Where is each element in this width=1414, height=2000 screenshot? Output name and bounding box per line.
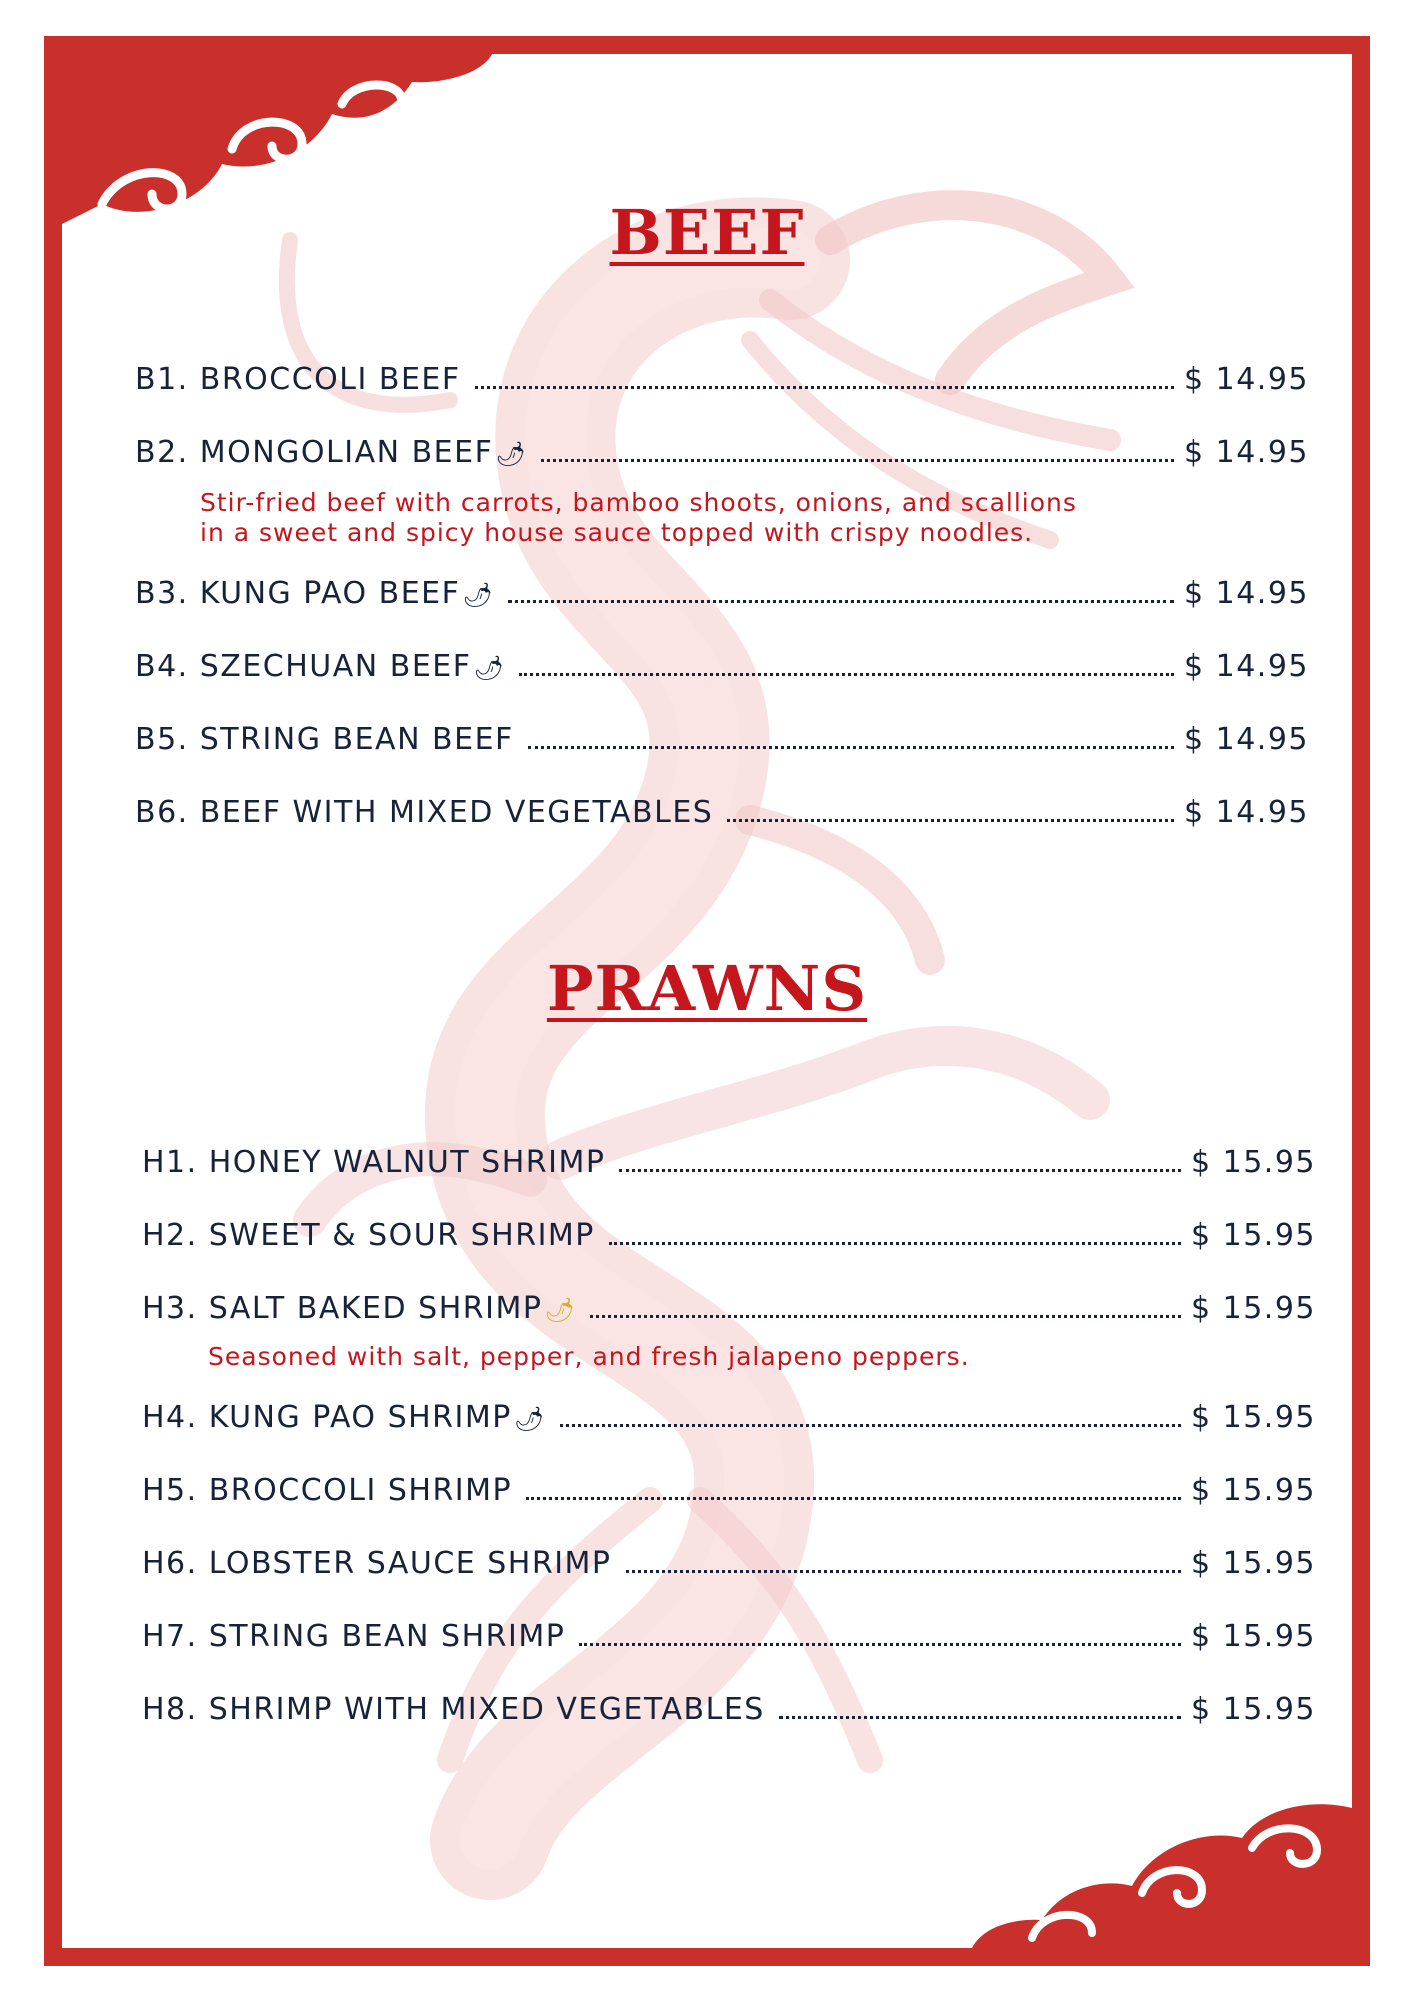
dot-leader <box>626 1569 1181 1573</box>
dot-leader <box>526 1496 1181 1500</box>
jalapeno-pepper-icon: 🌶 <box>544 1296 577 1324</box>
section-title-prawns: PRAWNS <box>546 952 868 1025</box>
item-name: H7. STRING BEAN SHRIMP <box>142 1619 566 1654</box>
item-name: H6. LOBSTER SAUCE SHRIMP <box>142 1546 612 1581</box>
menu-item-b6 <box>135 795 1309 830</box>
item-name: B6. BEEF WITH MIXED VEGETABLES <box>135 795 714 830</box>
item-name: H3. SALT BAKED SHRIMP <box>142 1291 543 1326</box>
dot-leader <box>560 1423 1181 1427</box>
item-price: $ 15.95 <box>1190 1619 1316 1654</box>
dot-leader <box>528 745 1174 749</box>
item-description-b2 <box>200 488 1077 548</box>
menu-item-h6 <box>142 1546 1316 1581</box>
item-name: B2. MONGOLIAN BEEF <box>135 435 494 470</box>
item-price: $ 14.95 <box>1183 795 1309 830</box>
dot-leader <box>619 1168 1181 1172</box>
chili-pepper-icon: 🌶 <box>473 654 506 682</box>
item-name: H1. HONEY WALNUT SHRIMP <box>142 1145 606 1180</box>
item-price: $ 15.95 <box>1190 1145 1316 1180</box>
chili-pepper-icon: 🌶 <box>462 581 495 609</box>
description-line: Stir-fried beef with carrots, bamboo shoots, onions, and scallions <box>200 488 1077 517</box>
item-price: $ 15.95 <box>1190 1473 1316 1508</box>
item-price: $ 15.95 <box>1190 1218 1316 1253</box>
item-price: $ 14.95 <box>1183 649 1309 684</box>
menu-item-h3 <box>142 1291 1316 1326</box>
cloud-ornament-bottom-right <box>972 1798 1352 1948</box>
item-name: H8. SHRIMP WITH MIXED VEGETABLES <box>142 1692 765 1727</box>
item-name: H2. SWEET & SOUR SHRIMP <box>142 1218 595 1253</box>
item-price: $ 14.95 <box>1183 722 1309 757</box>
item-name: B4. SZECHUAN BEEF <box>135 649 472 684</box>
dot-leader <box>475 385 1174 389</box>
dot-leader <box>519 672 1174 676</box>
item-name: B5. STRING BEAN BEEF <box>135 722 514 757</box>
menu-item-b3 <box>135 576 1309 611</box>
dot-leader <box>541 458 1174 462</box>
menu-item-h5 <box>142 1473 1316 1508</box>
chili-pepper-icon: 🌶 <box>513 1405 546 1433</box>
menu-item-h4 <box>142 1400 1316 1435</box>
menu-item-h2 <box>142 1218 1316 1253</box>
item-name: B3. KUNG PAO BEEF <box>135 576 461 611</box>
dot-leader <box>727 818 1174 822</box>
description-line: Seasoned with salt, pepper, and fresh jalapeno peppers. <box>208 1342 970 1371</box>
item-price: $ 15.95 <box>1190 1400 1316 1435</box>
item-price: $ 14.95 <box>1183 576 1309 611</box>
dot-leader <box>579 1642 1181 1646</box>
chili-pepper-icon: 🌶 <box>495 440 528 468</box>
dot-leader <box>508 599 1174 603</box>
menu-item-b1 <box>135 362 1309 397</box>
menu-item-b5 <box>135 722 1309 757</box>
menu-item-b2 <box>135 435 1309 470</box>
section-title-beef: BEEF <box>609 196 805 269</box>
item-price: $ 15.95 <box>1190 1291 1316 1326</box>
item-name: H4. KUNG PAO SHRIMP <box>142 1400 512 1435</box>
item-price: $ 15.95 <box>1190 1692 1316 1727</box>
item-price: $ 15.95 <box>1190 1546 1316 1581</box>
item-price: $ 14.95 <box>1183 362 1309 397</box>
item-name: H5. BROCCOLI SHRIMP <box>142 1473 513 1508</box>
item-price: $ 14.95 <box>1183 435 1309 470</box>
dot-leader <box>590 1314 1181 1318</box>
item-description-h3 <box>208 1342 970 1372</box>
item-name: B1. BROCCOLI BEEF <box>135 362 461 397</box>
menu-item-h8 <box>142 1692 1316 1727</box>
dot-leader <box>609 1241 1181 1245</box>
description-line: in a sweet and spicy house sauce topped with crispy noodles. <box>200 518 1034 547</box>
menu-item-b4 <box>135 649 1309 684</box>
menu-item-h1 <box>142 1145 1316 1180</box>
dot-leader <box>779 1715 1181 1719</box>
menu-item-h7 <box>142 1619 1316 1654</box>
